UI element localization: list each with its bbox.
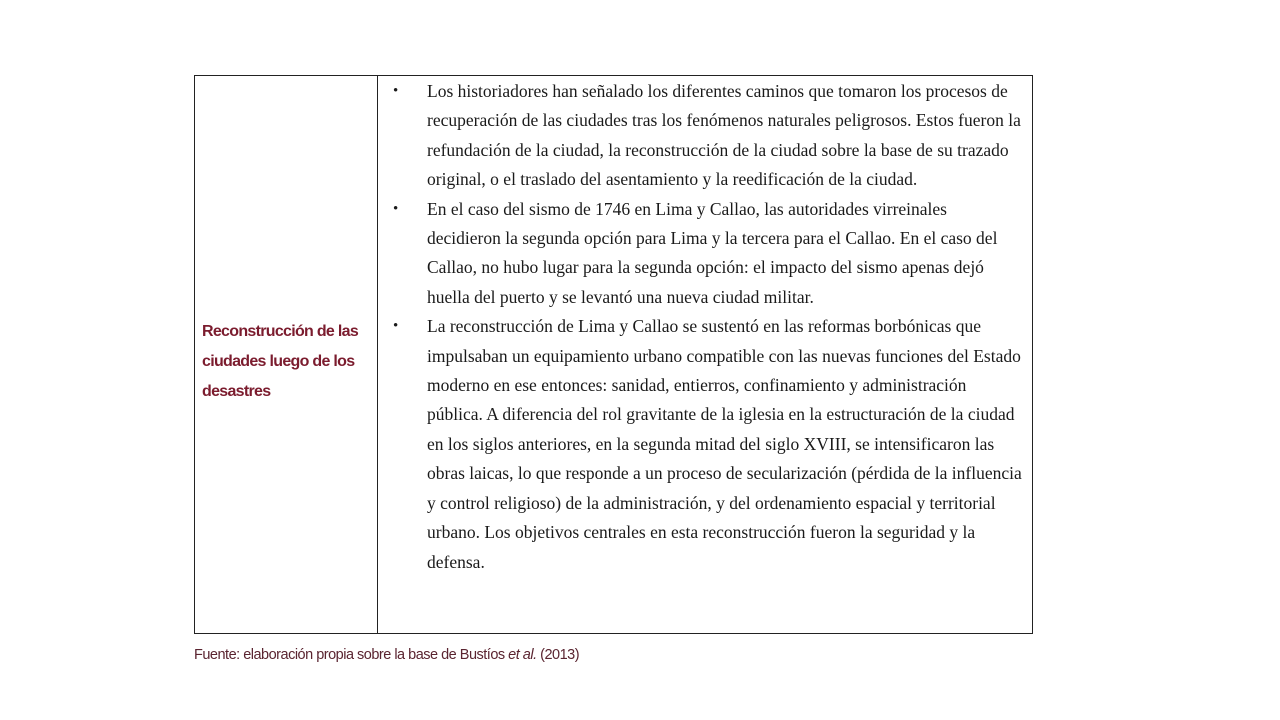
row-heading-cell bbox=[195, 76, 378, 633]
bullet-icon: • bbox=[393, 83, 399, 99]
bullet-item bbox=[378, 195, 1024, 313]
bullet-item bbox=[378, 77, 1024, 195]
bullet-text: En el caso del sismo de 1746 en Lima y Callao, las autoridades virreinales decidieron la segunda opción para Lima y la tercera para el Callao. En el caso del Callao, no hubo lugar para la segunda opción: el impacto del sismo apenas dejó huella del puerto y se levantó una nueva ciudad militar. bbox=[427, 198, 998, 307]
source-note bbox=[194, 647, 579, 663]
content-table bbox=[194, 75, 1033, 634]
bullet-text: La reconstrucción de Lima y Callao se sustentó en las reformas borbónicas que impulsaban un equipamiento urbano compatible con las nuevas funciones del Estado moderno en ese entonces: sanidad, entierros, confinamiento y administración pública. A diferencia del rol gravitante de la iglesia en la estructuración de la ciudad en los siglos anteriores, en la segunda mitad del siglo XVIII, se intensificaron las obras laicas, lo que responde a un proceso de secularización (pérdida de la influencia y control religioso) de la administración, y del ordenamiento espacial y territorial urbano. Los objetivos centrales en esta reconstrucción fueron la seguridad y la defensa. bbox=[427, 316, 1022, 572]
bullet-list bbox=[378, 76, 1024, 577]
source-suffix: (2013) bbox=[536, 647, 580, 663]
bullet-icon: • bbox=[393, 318, 399, 335]
source-italic: et al. bbox=[508, 647, 537, 663]
bullet-item bbox=[378, 312, 1024, 577]
bullets-cell bbox=[378, 76, 1032, 633]
source-prefix: Fuente: elaboración propia sobre la base de Bustíos bbox=[194, 647, 509, 663]
bullet-icon: • bbox=[393, 200, 399, 217]
row-heading: Reconstrucción de las ciudades luego de los desastres bbox=[202, 322, 359, 400]
bullet-text: Los historiadores han señalado los diferentes caminos que tomaron los procesos de recuperación de las ciudades tras los fenómenos naturales peligrosos. Estos fueron la refundación de la ciudad, la reconstrucción de la ciudad sobre la base de su trazado original, o el traslado del asentamiento y la reedificación de la ciudad. bbox=[427, 81, 1021, 190]
